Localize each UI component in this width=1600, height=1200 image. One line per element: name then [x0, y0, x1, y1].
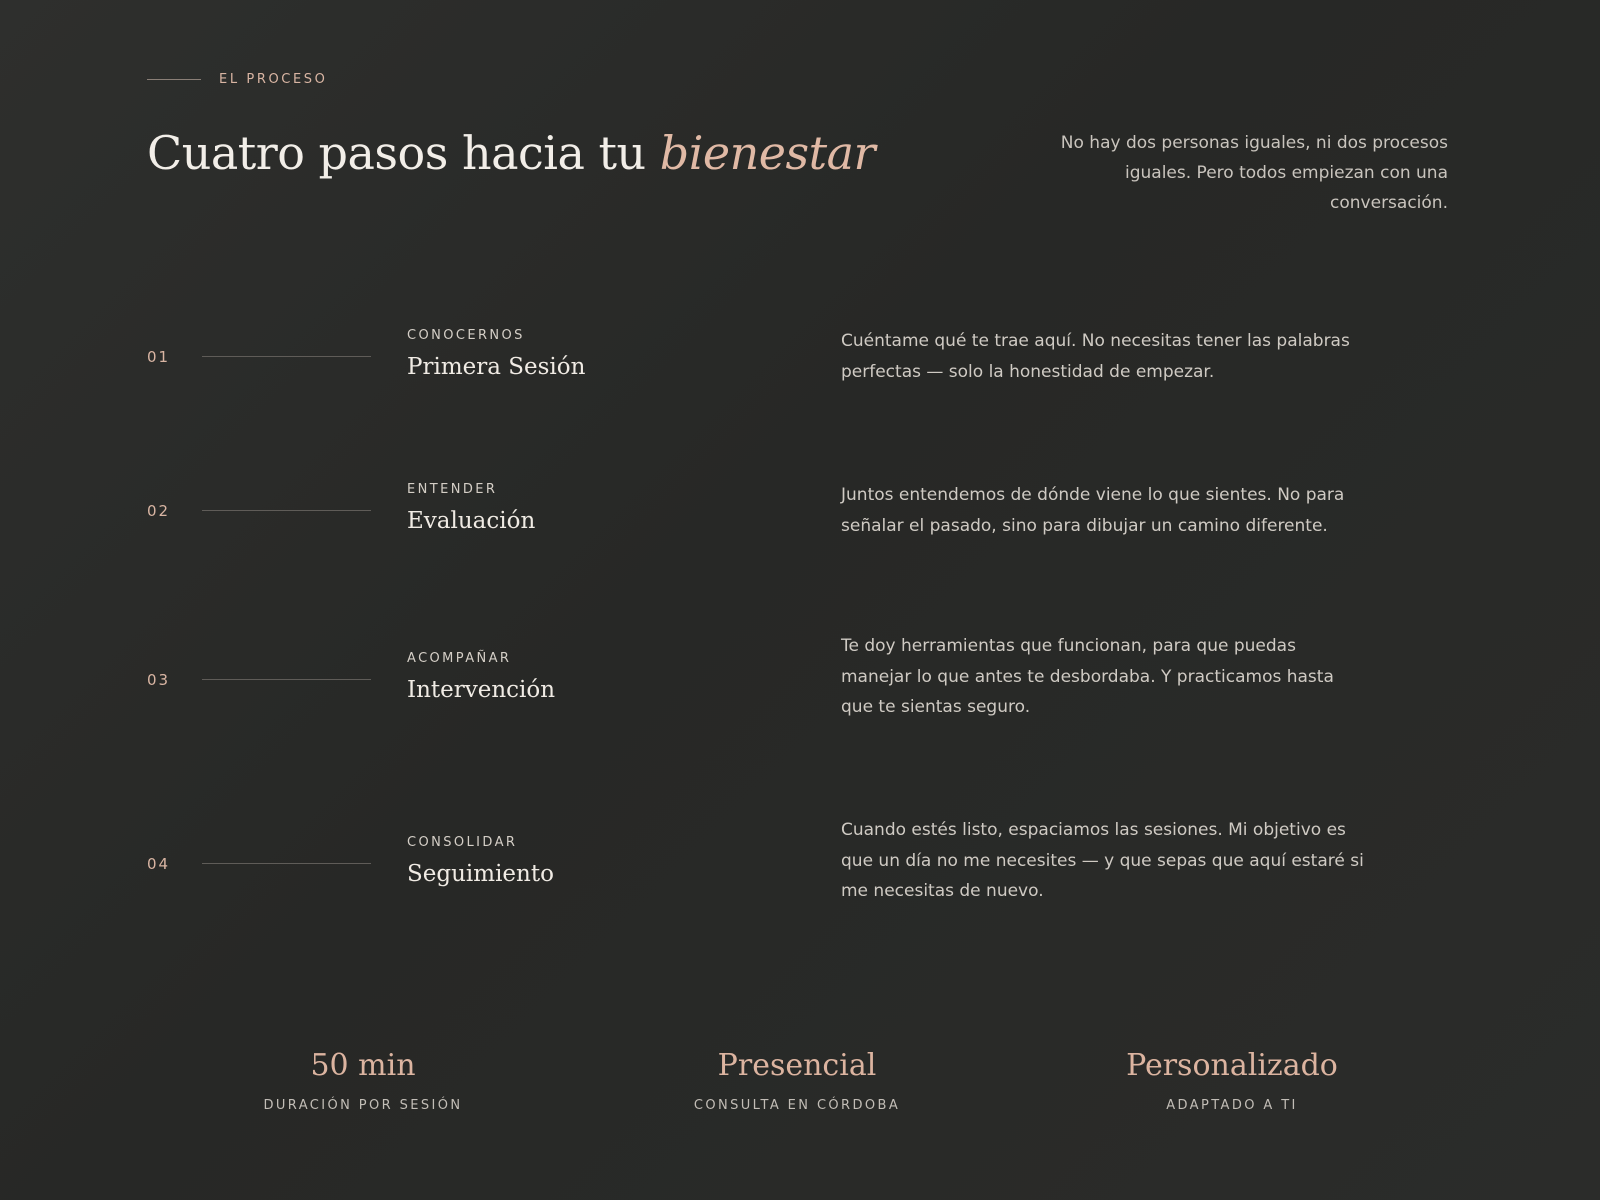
step-divider	[202, 863, 371, 864]
stat-label: CONSULTA EN CÓRDOBA	[693, 1098, 901, 1113]
step-description: Juntos entendemos de dónde viene lo que sientes. No para señalar el pasado, sino para dibujar un camino diferente.	[841, 485, 1345, 536]
headline-main: Cuatro pasos hacia tu	[147, 126, 660, 180]
stat-value: Presencial	[717, 1048, 877, 1083]
section-intro: No hay dos personas iguales, ni dos procesos iguales. Pero todos empiezan con una conversación.	[1060, 133, 1448, 213]
step-kicker: CONOCERNOS	[407, 328, 525, 343]
step-number: 02	[147, 502, 171, 520]
stat-label: DURACIÓN POR SESIÓN	[263, 1098, 463, 1113]
stat-value: Personalizado	[1126, 1048, 1338, 1083]
step-description: Cuando estés listo, espaciamos las sesiones. Mi objetivo es que un día no me necesites — y que sepas que aquí estaré si me necesitas de nuevo.	[841, 820, 1364, 901]
step-title: Primera Sesión	[407, 354, 586, 380]
stat-value: 50 min	[310, 1048, 416, 1083]
stat-duration	[183, 1046, 543, 1113]
eyebrow-label: EL PROCESO	[219, 72, 328, 87]
stat-modality	[617, 1046, 977, 1113]
stat-personalized	[1052, 1046, 1412, 1113]
step-kicker: ACOMPAÑAR	[407, 651, 512, 666]
eyebrow-rule	[147, 79, 201, 80]
step-title: Intervención	[407, 677, 556, 703]
step-divider	[202, 510, 371, 511]
section-headline	[147, 126, 875, 180]
step-title: Evaluación	[407, 508, 536, 534]
step-divider	[202, 679, 371, 680]
headline-accent: bienestar	[659, 126, 875, 180]
step-kicker: CONSOLIDAR	[407, 835, 518, 850]
step-number: 01	[147, 348, 171, 366]
step-description: Te doy herramientas que funcionan, para que puedas manejar lo que antes te desbordaba. Y practicamos hasta que te sientas seguro.	[841, 636, 1334, 717]
step-title: Seguimiento	[407, 861, 554, 887]
eyebrow	[147, 72, 327, 87]
step-number: 03	[147, 671, 171, 689]
step-kicker: ENTENDER	[407, 482, 498, 497]
step-divider	[202, 356, 371, 357]
step-description: Cuéntame qué te trae aquí. No necesitas tener las palabras perfectas — solo la honestidad de empezar.	[841, 331, 1350, 382]
stat-label: ADAPTADO A TI	[1166, 1098, 1298, 1113]
step-number: 04	[147, 855, 171, 873]
